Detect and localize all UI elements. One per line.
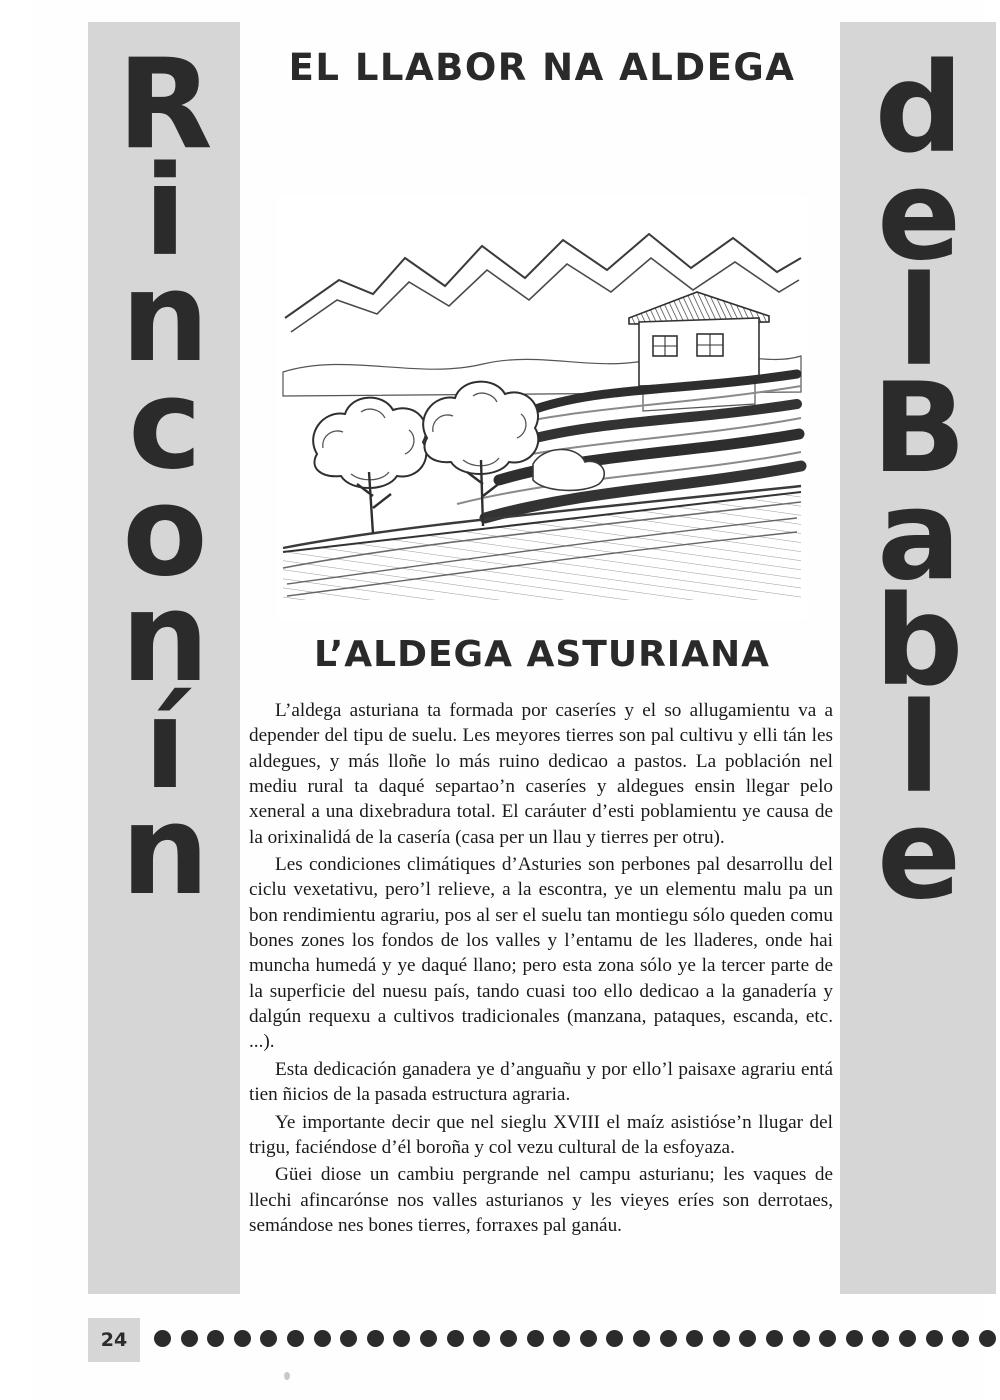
page-footer	[88, 1318, 996, 1364]
paper-area	[34, 0, 982, 1400]
banner-letter: d	[874, 37, 962, 181]
banner-letter: l	[897, 250, 939, 395]
footer-dot	[846, 1330, 863, 1347]
footer-dot	[713, 1330, 730, 1347]
footer-dot	[872, 1330, 889, 1347]
scan-speck	[284, 1372, 290, 1380]
footer-dot	[979, 1330, 996, 1347]
banner-letter: e	[876, 783, 960, 928]
footer-dot	[367, 1330, 384, 1347]
paragraph: Güei diose un cambiu pergrande nel campu asturianu; les vaques de llechi afincarónse nos valles asturianos y les vieyes eríes son derrotaes, semándose nes bones tierres, forraxes pal ganáu.	[249, 1164, 833, 1236]
footer-dot	[766, 1330, 783, 1347]
banner-letter: a	[877, 463, 959, 608]
footer-dot	[420, 1330, 437, 1347]
footer-dot	[287, 1330, 304, 1347]
banner-letter: o	[122, 459, 206, 604]
page-number: 24	[88, 1318, 140, 1362]
side-banner-left	[88, 22, 240, 1294]
footer-dot	[473, 1330, 490, 1347]
banner-letter: B	[871, 356, 965, 501]
banner-letter: l	[897, 676, 939, 821]
footer-dot	[553, 1330, 570, 1347]
footer-dot	[660, 1330, 677, 1347]
paragraph: Ye importante decir que nel sieglu XVIII el maíz asistióse’n llugar del trigu, faciéndose d’él boroña y col vezu cultural de la esfoyaza.	[249, 1111, 833, 1158]
footer-dot	[580, 1330, 597, 1347]
section-title: L’ALDEGA ASTURIANA	[313, 634, 771, 675]
side-banner-right-letters	[840, 22, 996, 928]
paragraph: L’aldega asturiana ta formada por caseríes y el so allugamientu va a depender del tipu de suelu. Les meyores tierres son pal cultivu y elli tán les aldegues, y más lloñe lo más ruino dedicao a pastos. La población nel mediu rural ta daqué separtao’n caseríes y aldegues ensin llegar pelo xeneral a una dixebradura total. El caráuter d’esti poblamientu ye causa de la orixinalidá de la casería (casa per un llau y tierres per otru).	[249, 700, 833, 848]
footer-dot	[606, 1330, 623, 1347]
banner-letter: R	[117, 33, 211, 177]
footer-dot-row	[154, 1330, 996, 1347]
footer-dot	[952, 1330, 969, 1347]
paragraph: Esta dedicación ganadera ye d’anguañu y por ello’l paisaxe agrariu entá tien ñicios de la pasada estructura agraria.	[249, 1058, 833, 1106]
footer-dot	[686, 1330, 703, 1347]
page-title: EL LLABOR NA ALDEGA	[288, 46, 796, 89]
footer-dot	[154, 1330, 171, 1347]
article-body	[249, 698, 833, 1240]
footer-dot	[207, 1330, 224, 1347]
footer-dot	[340, 1330, 357, 1347]
side-banner-left-letters	[88, 22, 240, 924]
footer-dot	[633, 1330, 650, 1347]
banner-letter: i	[143, 139, 185, 284]
footer-dot	[819, 1330, 836, 1347]
footer-dot	[393, 1330, 410, 1347]
banner-letter: n	[120, 246, 208, 391]
footer-dot	[447, 1330, 464, 1347]
banner-letter: n	[120, 779, 208, 924]
footer-dot	[181, 1330, 198, 1347]
scan-edge-left	[0, 0, 34, 1400]
footer-dot	[260, 1330, 277, 1347]
footer-dot	[500, 1330, 517, 1347]
banner-letter: n	[120, 566, 208, 711]
banner-letter: e	[876, 143, 960, 288]
banner-letter: í	[143, 672, 185, 817]
banner-letter: b	[874, 570, 962, 715]
illustration-village-drawing	[277, 196, 807, 620]
footer-dot	[234, 1330, 251, 1347]
footer-dot	[314, 1330, 331, 1347]
footer-dot	[899, 1330, 916, 1347]
footer-dot	[926, 1330, 943, 1347]
side-banner-right	[840, 22, 996, 1294]
banner-letter: c	[128, 352, 200, 497]
paragraph: Les condiciones climátiques d’Asturies son perbones pal desarrollu del ciclu vexetativu, pero’l relieve, a la escontra, ye un elementu malu pa un bon rendimientu agrariu, pos al ser el suelu tan montiegu sólo queden comu bones zones los fondos de los valles y l’entamu de les lladeres, onde hai muncha humedá y ye daqué llano; pero esta zona sólo ye la tercer parte de la superficie del nuesu país, tando cuasi too ello dedicao a la ganadería y dalgún requexu a cultivos tradicionales (manzana, pataques, escanda, etc. ...).	[249, 854, 833, 1053]
footer-dot	[739, 1330, 756, 1347]
footer-dot	[527, 1330, 544, 1347]
footer-dot	[793, 1330, 810, 1347]
